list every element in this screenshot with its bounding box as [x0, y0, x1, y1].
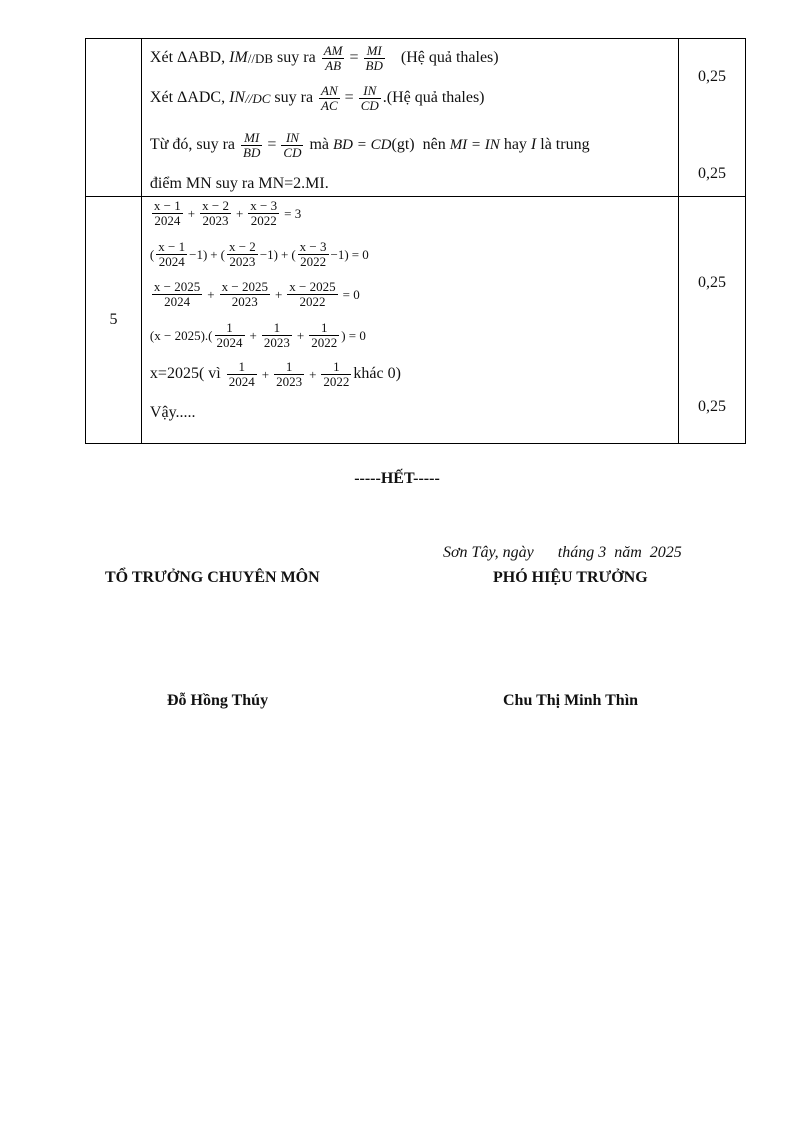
text: (x − 2025).( — [149, 327, 213, 343]
end-mark: -----HẾT----- — [354, 470, 440, 487]
operator: = — [344, 89, 354, 107]
math-text: //DB — [247, 50, 274, 66]
equation-line: $\frac{x - 2025}{2024}$ + $\frac{x - 2025}{2023}$ + $\frac{x - 2025}{2022}$ = 0 — [153, 279, 360, 309]
text: x=2025( vì — [149, 365, 225, 383]
text: hay — [499, 136, 531, 154]
grading-table — [85, 38, 746, 444]
signature-name-left: Đỗ Hồng Thúy — [167, 692, 269, 709]
fraction: $\frac{1}{2023}$ — [276, 359, 303, 389]
equation-rhs: ) = 0 — [341, 327, 366, 343]
math-var: IM — [229, 49, 248, 67]
operator: = — [267, 136, 277, 154]
signature-title-right: PHÓ HIỆU TRƯỞNG — [493, 569, 648, 586]
equation-rhs: = 0 — [342, 286, 360, 302]
fraction: $\frac{1}{2024}$ — [228, 359, 255, 389]
question-number-cell — [86, 39, 142, 197]
signature-title-left: TỔ TRƯỞNG CHUYÊN MÔN — [105, 569, 320, 586]
text: Xét ΔADC, — [149, 89, 226, 107]
score: 0,25 — [698, 68, 727, 85]
text: là trung — [536, 136, 590, 154]
solution-line — [150, 44, 499, 72]
equation-line: (x − 2025).( $\frac{1}{2024}$ + $\frac{1}{2023}$ + $\frac{1}{2022}$ ) = 0 — [149, 320, 366, 350]
text: .(Hệ quả thales) — [382, 89, 485, 107]
score: 0,25 — [698, 398, 727, 415]
equation-line: x=2025( vì $\frac{1}{2024}$ + $\frac{1}{2023}$ + $\frac{1}{2022}$ khác 0) — [149, 359, 401, 389]
math-var: I — [530, 136, 537, 154]
fraction: $\frac{x - 2025}{2024}$ — [153, 279, 201, 309]
table-row — [86, 39, 746, 197]
fraction: $\frac{IN}{CD}$ — [283, 130, 302, 160]
math-expr: BD = CD — [333, 136, 392, 153]
fraction: $\frac{x - 2025}{2023}$ — [221, 279, 268, 309]
math-text: //DC — [245, 90, 271, 106]
text: (gt) nên — [391, 136, 450, 154]
solution-line: điểm MN suy ra MN=2.MI. — [149, 175, 329, 192]
conclusion-line: Vậy..... — [149, 404, 196, 421]
solution-line — [150, 84, 485, 112]
signature-name-right: Chu Thị Minh Thìn — [503, 692, 639, 709]
fraction: $\frac{IN}{CD}$ — [360, 83, 379, 113]
score: 0,25 — [698, 274, 727, 291]
fraction: $\frac{x - 3}{2022}$ — [299, 239, 327, 269]
text: suy ra — [273, 49, 320, 67]
equation-line: ( $\frac{x - 1}{2024}$ −1) + ( $\frac{x - 2}{2023}$ −1) + ( $\frac{x - 3}{2022}$ −1) = 0 — [149, 239, 369, 269]
score-cell — [679, 197, 746, 444]
table-row — [86, 197, 746, 444]
equation-line: $\frac{x - 1}{2024}$ + $\frac{x - 2}{2023}$ + $\frac{x - 3}{2022}$ = 3 — [153, 198, 302, 228]
text: suy ra — [270, 89, 318, 107]
score: 0,25 — [698, 165, 727, 182]
solution-cell — [141, 39, 678, 197]
fraction: $\frac{1}{2022}$ — [311, 320, 338, 350]
fraction: $\frac{1}{2022}$ — [323, 359, 350, 389]
operator: = — [349, 49, 359, 67]
math-expr: MI = IN — [449, 136, 500, 153]
solution-line — [150, 131, 590, 159]
fraction: $\frac{x - 2}{2023}$ — [202, 198, 229, 228]
fraction: $\frac{1}{2023}$ — [263, 320, 290, 350]
fraction: $\frac{AN}{AC}$ — [321, 83, 338, 113]
fraction: $\frac{x - 1}{2024}$ — [153, 198, 181, 228]
text: (Hệ quả thales) — [400, 49, 499, 67]
text: Xét ΔABD, — [149, 49, 226, 67]
fraction: $\frac{x - 2}{2023}$ — [228, 239, 256, 269]
text: khác 0) — [353, 365, 401, 383]
math-var: IN — [229, 89, 246, 107]
equation-rhs: = 3 — [284, 205, 302, 221]
score-cell — [679, 39, 746, 197]
text: Từ đó, suy ra — [149, 136, 240, 154]
fraction: $\frac{AM}{AB}$ — [323, 43, 343, 73]
date-line: Sơn Tây, ngày tháng 3 năm 2025 — [443, 544, 682, 561]
fraction: $\frac{x - 1}{2024}$ — [158, 239, 186, 269]
equation-rhs: = 0 — [351, 246, 369, 262]
fraction: $\frac{x - 2025}{2022}$ — [289, 279, 336, 309]
text: mà — [305, 136, 334, 154]
fraction: $\frac{x - 3}{2022}$ — [250, 198, 278, 228]
question-number-cell: 5 — [86, 197, 142, 444]
fraction: $\frac{1}{2024}$ — [216, 320, 243, 350]
solution-cell — [141, 197, 678, 444]
fraction: $\frac{MI}{BD}$ — [365, 43, 383, 73]
fraction: $\frac{MI}{BD}$ — [243, 130, 261, 160]
